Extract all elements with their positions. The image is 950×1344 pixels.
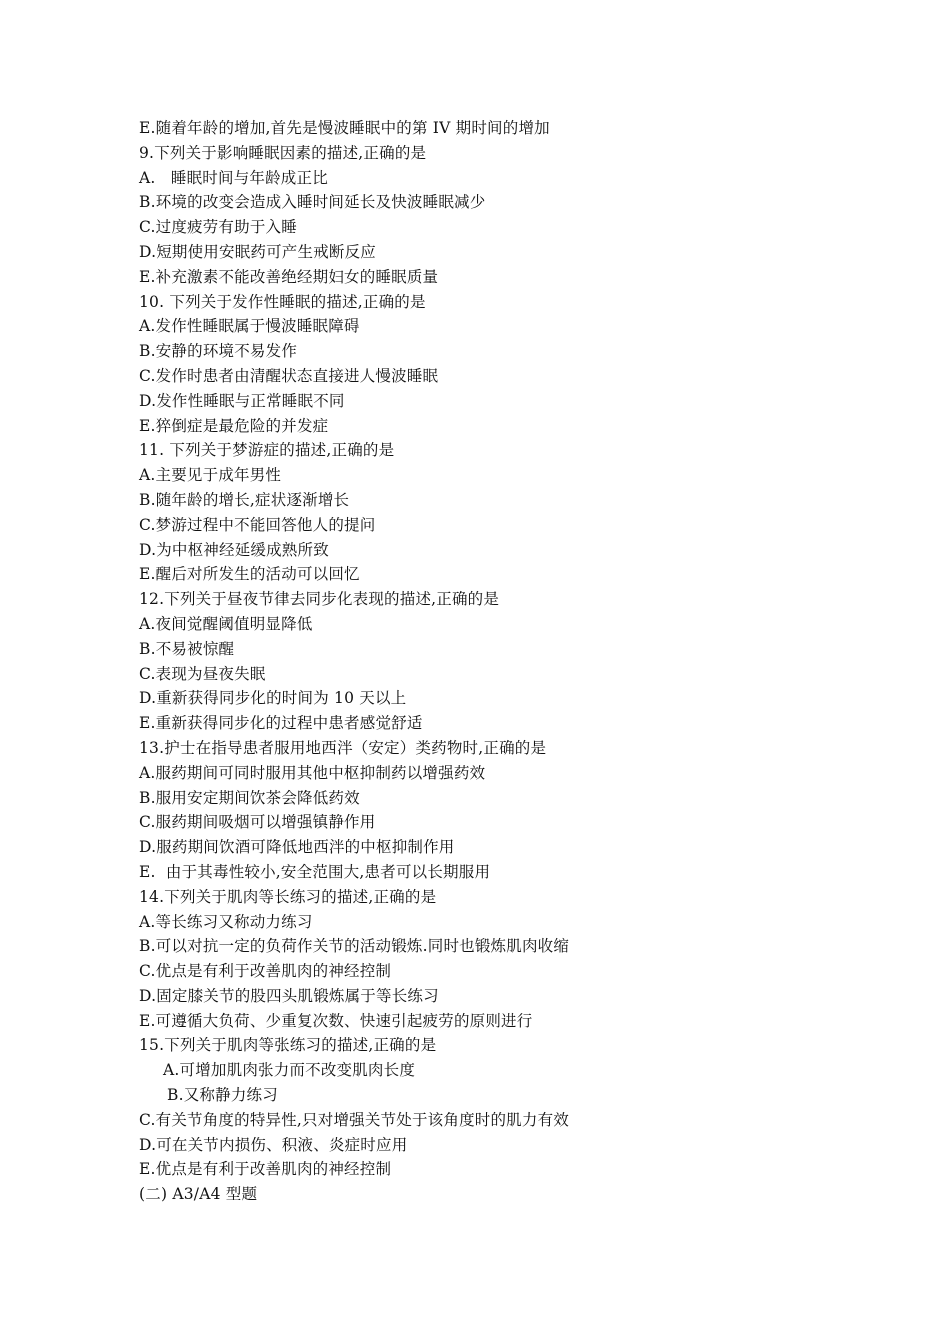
- option-line: B.可以对抗一定的负荷作关节的活动锻炼.同时也锻炼肌肉收缩: [139, 937, 570, 956]
- question-stem: 9.下列关于影响睡眠因素的描述,正确的是: [139, 143, 427, 162]
- option-line: A. 睡眠时间与年龄成正比: [139, 168, 328, 187]
- option-line: D.服药期间饮酒可降低地西泮的中枢抑制作用: [139, 838, 455, 857]
- option-line: C.发作时患者由清醒状态直接进人慢波睡眠: [139, 366, 439, 385]
- option-line: C.梦游过程中不能回答他人的提问: [139, 515, 376, 534]
- question-stem: 13.护士在指导患者服用地西泮（安定）类药物时,正确的是: [139, 738, 547, 757]
- option-line: C.优点是有利于改善肌肉的神经控制: [139, 962, 392, 981]
- question-stem: 11. 下列关于梦游症的描述,正确的是: [139, 441, 395, 460]
- option-line: C.过度疲劳有助于入睡: [139, 218, 297, 237]
- option-line: D.重新获得同步化的时间为 10 天以上: [139, 689, 407, 708]
- question-stem: 14.下列关于肌肉等长练习的描述,正确的是: [139, 887, 437, 906]
- option-line: E.醒后对所发生的活动可以回忆: [139, 565, 360, 584]
- question-list: [139, 116, 839, 1207]
- option-line: B.环境的改变会造成入睡时间延长及快波睡眠减少: [139, 193, 486, 212]
- question-stem: 10. 下列关于发作性睡眠的描述,正确的是: [139, 292, 426, 311]
- option-line: A.可增加肌肉张力而不改变肌肉长度: [163, 1061, 416, 1080]
- option-line: B.安静的环境不易发作: [139, 342, 298, 361]
- option-line: D.可在关节内损伤、积液、炎症时应用: [139, 1135, 408, 1154]
- option-line: E.猝倒症是最危险的并发症: [139, 416, 329, 435]
- section-heading: (二) A3/A4 型题: [139, 1185, 258, 1204]
- option-line: C.服药期间吸烟可以增强镇静作用: [139, 813, 376, 832]
- option-line: C.表现为昼夜失眠: [139, 664, 266, 683]
- option-line: A.发作性睡眠属于慢波睡眠障碍: [139, 317, 360, 336]
- question-stem: 12.下列关于昼夜节律去同步化表现的描述,正确的是: [139, 590, 500, 609]
- option-line: D.为中枢神经延缓成熟所致: [139, 540, 329, 559]
- option-line: E.随着年龄的增加,首先是慢波睡眠中的第 IV 期时间的增加: [139, 119, 550, 137]
- option-line: E.优点是有利于改善肌肉的神经控制: [139, 1160, 392, 1179]
- option-line: B.又称静力练习: [167, 1086, 278, 1105]
- option-line: A.主要见于成年男性: [139, 466, 282, 485]
- option-line: E.补充激素不能改善绝经期妇女的睡眠质量: [139, 267, 439, 286]
- option-line: D.短期使用安眠药可产生戒断反应: [139, 242, 377, 261]
- option-line: A.夜间觉醒阈值明显降低: [139, 614, 313, 633]
- option-line: B.不易被惊醒: [139, 639, 235, 658]
- option-line: A.等长练习又称动力练习: [139, 912, 313, 931]
- option-line: A.服药期间可同时服用其他中枢抑制药以增强药效: [139, 763, 486, 782]
- option-line: C.有关节角度的特异性,只对增强关节处于该角度时的肌力有效: [139, 1110, 569, 1129]
- question-stem: 15.下列关于肌肉等张练习的描述,正确的是: [139, 1036, 437, 1055]
- option-line: E.可遵循大负荷、少重复次数、快速引起疲劳的原则进行: [139, 1011, 533, 1030]
- option-line: D.固定膝关节的股四头肌锻炼属于等长练习: [139, 986, 439, 1005]
- option-line: B.服用安定期间饮茶会降低药效: [139, 788, 360, 807]
- option-line: B.随年龄的增长,症状逐渐增长: [139, 490, 350, 509]
- option-line: E.重新获得同步化的过程中患者感觉舒适: [139, 714, 423, 733]
- option-line: D.发作性睡眠与正常睡眠不同: [139, 391, 345, 410]
- option-line: E. 由于其毒性较小,安全范围大,患者可以长期服用: [139, 862, 491, 881]
